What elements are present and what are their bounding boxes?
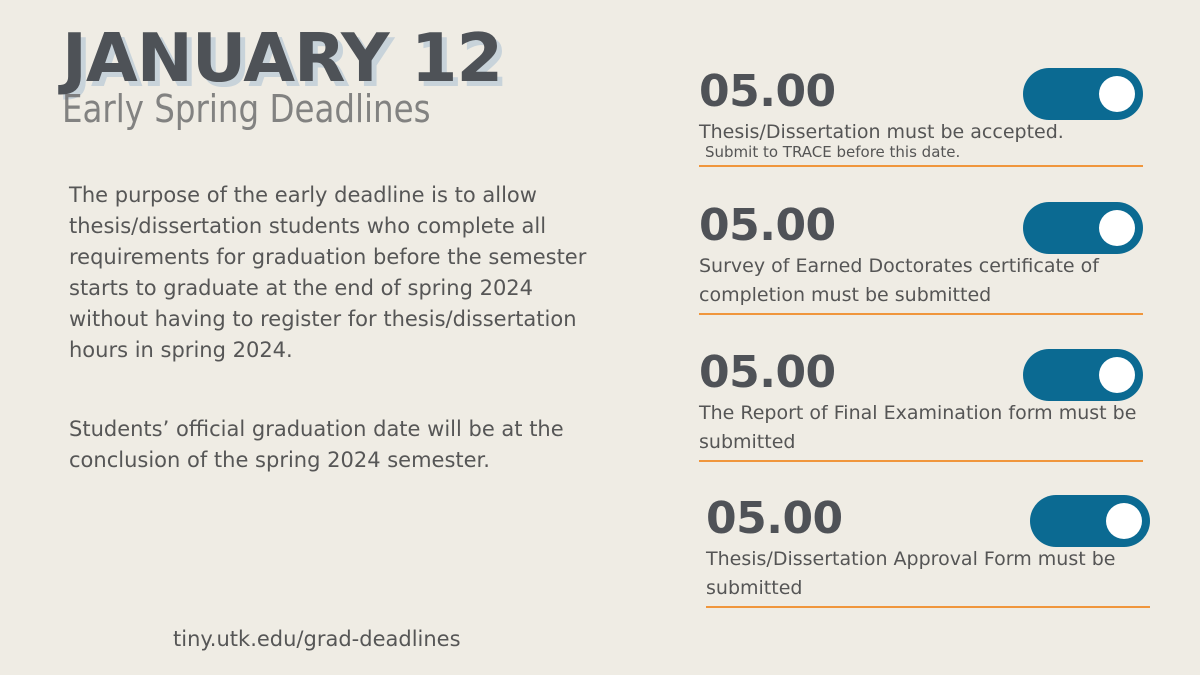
deadline-time: 05.00 bbox=[706, 493, 843, 544]
toggle-knob bbox=[1099, 210, 1135, 246]
page-subtitle bbox=[62, 86, 450, 132]
deadline-time: 05.00 bbox=[699, 347, 836, 398]
deadline-toggle[interactable] bbox=[1023, 349, 1143, 401]
deadline-item bbox=[699, 66, 1143, 167]
deadline-item bbox=[699, 200, 1143, 315]
toggle-knob bbox=[1099, 357, 1135, 393]
deadline-toggle[interactable] bbox=[1023, 202, 1143, 254]
page-title: JANUARY 12 bbox=[62, 19, 503, 97]
deadline-note: Submit to TRACE before this date. bbox=[705, 143, 961, 161]
deadlines-link[interactable]: tiny.utk.edu/grad-deadlines bbox=[173, 627, 461, 651]
deadline-time: 05.00 bbox=[699, 66, 836, 117]
purpose-paragraph: The purpose of the early deadline is to allow thesis/dissertation students who complete all requirements for graduation before the semester starts to graduate at the end of spring 2024 without having to register for thesis/dissertation hours in spring 2024. bbox=[69, 183, 587, 362]
toggle-knob bbox=[1099, 76, 1135, 112]
deadline-time: 05.00 bbox=[699, 200, 836, 251]
graduation-date-paragraph: Students’ official graduation date will be at the conclusion of the spring 2024 semester. bbox=[69, 417, 564, 472]
deadline-description: Thesis/Dissertation must be accepted. bbox=[699, 121, 1064, 143]
deadline-description: The Report of Final Examination form must be submitted bbox=[699, 402, 1137, 453]
deadline-toggle[interactable] bbox=[1023, 68, 1143, 120]
deadline-description: Thesis/Dissertation Approval Form must be submitted bbox=[706, 548, 1116, 599]
deadline-toggle[interactable] bbox=[1030, 495, 1150, 547]
deadline-description: Survey of Earned Doctorates certificate of completion must be submitted bbox=[699, 255, 1099, 306]
subtitle-text: Early Spring Deadlines bbox=[62, 87, 431, 131]
deadline-item bbox=[699, 347, 1143, 462]
toggle-knob bbox=[1106, 503, 1142, 539]
deadline-item bbox=[706, 493, 1150, 608]
